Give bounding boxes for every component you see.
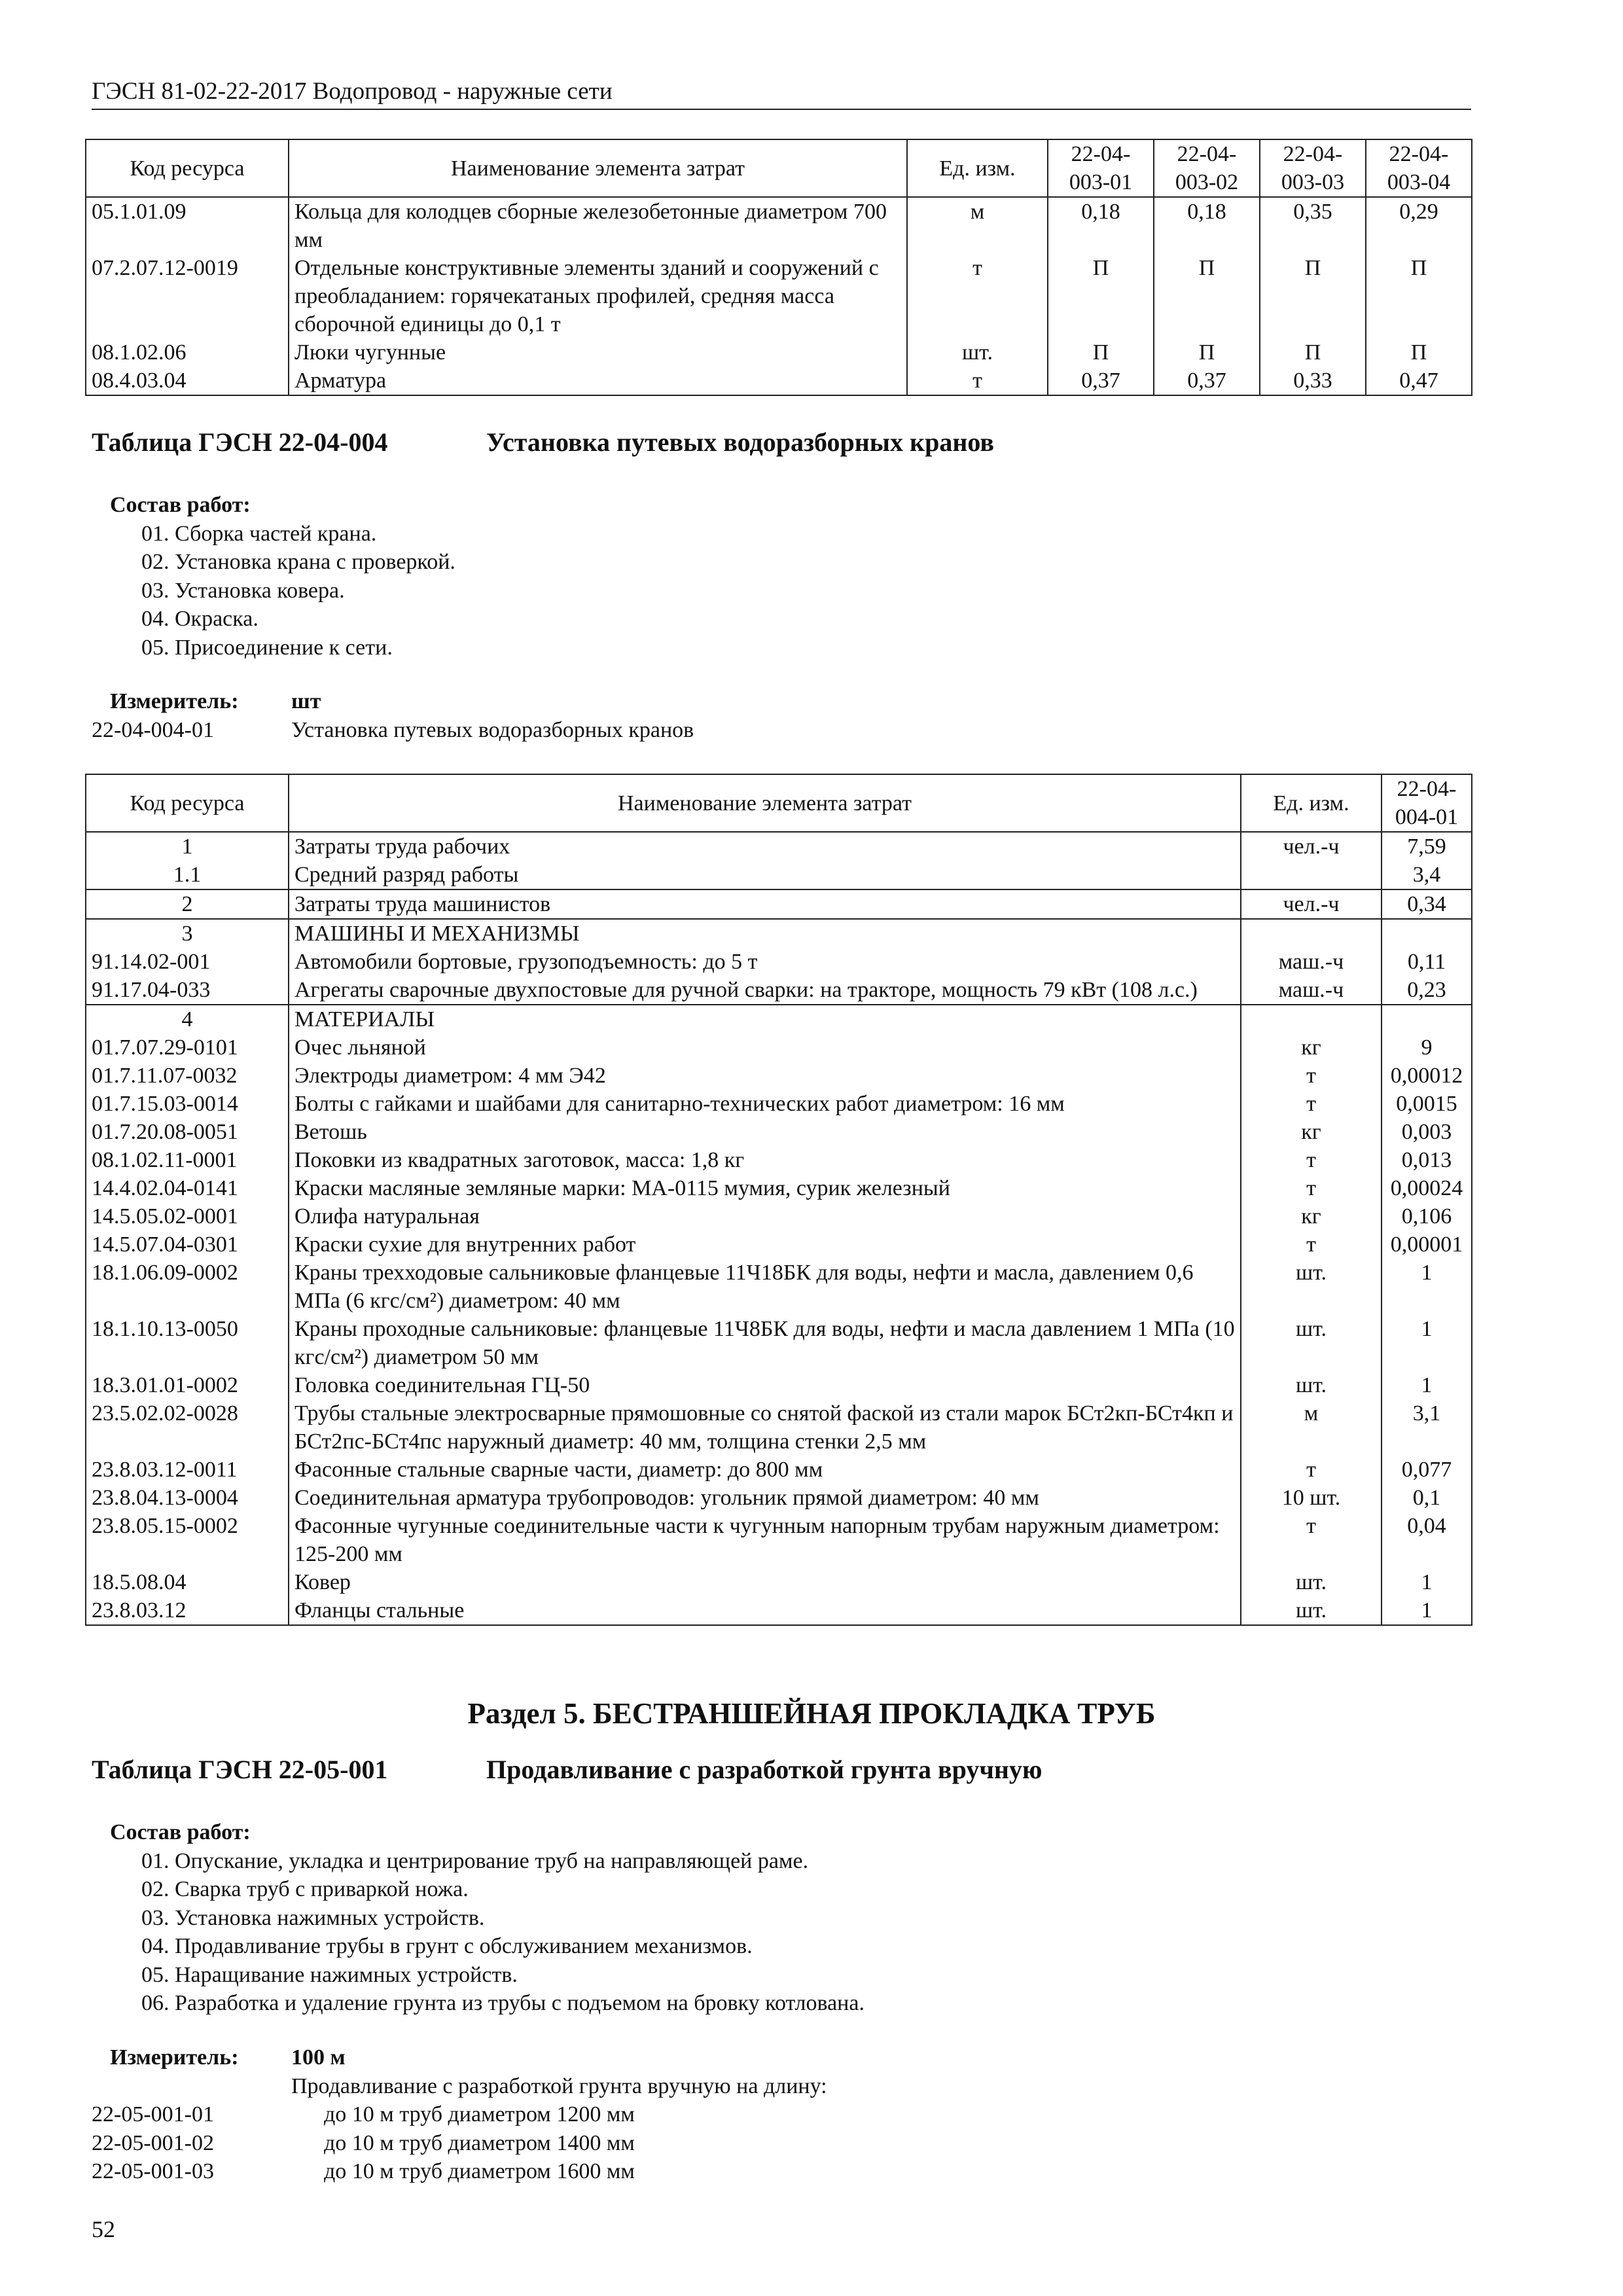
resource-name: Трубы стальные электросварные прямошовные со снятой фаской из стали марок БСт2кп-БСт4кп и БСт2пс-БСт4пс наружный диаметр: 40 мм, толщина стенки 2,5 мм	[289, 1399, 1241, 1456]
resource-unit: шт.	[1241, 1568, 1382, 1596]
norm-value: 0,18	[1154, 197, 1260, 254]
norm-value	[1382, 1005, 1472, 1033]
resource-code: 18.1.06.09-0002	[86, 1259, 289, 1315]
norm-code: 22-05-001-02	[92, 2130, 214, 2155]
resource-code: 91.17.04-033	[86, 976, 289, 1005]
table-row	[86, 976, 1472, 1005]
resource-unit	[1241, 861, 1382, 889]
works-item: 02. Установка крана с проверкой.	[141, 550, 455, 574]
resource-unit	[1241, 1005, 1382, 1033]
norm-name: до 10 м труб диаметром 1400 мм	[324, 2130, 635, 2155]
works-label: Состав работ:	[110, 1820, 251, 1844]
resource-name: Поковки из квадратных заготовок, масса: 1,8 кг	[289, 1146, 1241, 1174]
works-item: 03. Установка нажимных устройств.	[141, 1905, 485, 1930]
col-header-norm: 22-04-003-04	[1366, 139, 1472, 197]
meter-label: Измеритель:	[110, 2045, 239, 2070]
table-row	[86, 1202, 1472, 1230]
resource-name: Краски масляные земляные марки: МА-0115 мумия, сурик железный	[289, 1174, 1241, 1202]
meter-block	[92, 687, 1466, 744]
table-caption-title: Установка путевых водоразборных кранов	[486, 427, 994, 457]
table-row	[86, 889, 1472, 919]
resource-name: МАШИНЫ И МЕХАНИЗМЫ	[289, 919, 1241, 948]
resource-unit: т	[1241, 1062, 1382, 1090]
resource-code: 23.8.03.12-0011	[86, 1456, 289, 1484]
resource-name: Ветошь	[289, 1118, 1241, 1146]
resource-code: 05.1.01.09	[86, 197, 289, 254]
resource-name: Средний разряд работы	[289, 861, 1241, 889]
col-header-norm: 22-04-004-01	[1382, 774, 1472, 832]
table-row	[86, 1512, 1472, 1568]
table-caption-code: Таблица ГЭСН 22-04-004	[92, 427, 388, 457]
resource-name: Фасонные стальные сварные части, диаметр: до 800 мм	[289, 1456, 1241, 1484]
resource-unit: т	[907, 254, 1048, 338]
meter-intro: Продавливание с разработкой грунта вручную на длину:	[291, 2073, 827, 2098]
norm-value: 0,34	[1382, 889, 1472, 919]
norm-value: 1	[1382, 1259, 1472, 1315]
norm-value: 1	[1382, 1596, 1472, 1625]
meter-value: 100 м	[291, 2045, 346, 2070]
resource-code: 18.5.08.04	[86, 1568, 289, 1596]
norm-value: 3,1	[1382, 1399, 1472, 1456]
works-item: 06. Разработка и удаление грунта из трубы с подъемом на бровку котлована.	[141, 1991, 865, 2015]
resource-code: 23.5.02.02-0028	[86, 1399, 289, 1456]
table-caption	[92, 1754, 1531, 1787]
norm-value	[1382, 919, 1472, 948]
resource-unit: маш.-ч	[1241, 948, 1382, 976]
resource-code: 4	[86, 1005, 289, 1033]
norm-value: П	[1048, 338, 1154, 367]
norm-item	[92, 716, 1466, 745]
resource-name: Электроды диаметром: 4 мм Э42	[289, 1062, 1241, 1090]
norm-value: 0,33	[1260, 367, 1366, 395]
resource-unit: 10 шт.	[1241, 1484, 1382, 1512]
works-item: 01. Опускание, укладка и центрирование труб на направляющей раме.	[141, 1848, 809, 1873]
col-header-name: Наименование элемента затрат	[289, 139, 907, 197]
works-item: 05. Наращивание нажимных устройств.	[141, 1962, 518, 1987]
norm-code: 22-05-001-03	[92, 2159, 214, 2183]
table-row	[86, 1062, 1472, 1090]
resource-unit: т	[1241, 1230, 1382, 1259]
col-header-code: Код ресурса	[86, 139, 289, 197]
norm-value: 0,37	[1154, 367, 1260, 395]
norm-value: 0,35	[1260, 197, 1366, 254]
table-row	[86, 1568, 1472, 1596]
norm-value: 9	[1382, 1033, 1472, 1062]
table-row	[86, 1230, 1472, 1259]
table-row	[86, 1005, 1472, 1033]
table-row	[86, 1456, 1472, 1484]
resource-code: 23.8.05.15-0002	[86, 1512, 289, 1568]
norm-value: П	[1260, 254, 1366, 338]
resource-name: Краски сухие для внутренних работ	[289, 1230, 1241, 1259]
resource-name: Болты с гайками и шайбами для санитарно-технических работ диаметром: 16 мм	[289, 1090, 1241, 1118]
col-header-code: Код ресурса	[86, 774, 289, 832]
norm-value: 0,37	[1048, 367, 1154, 395]
table-row	[86, 1484, 1472, 1512]
norm-value: 0,23	[1382, 976, 1472, 1005]
norm-name: до 10 м труб диаметром 1200 мм	[324, 2102, 635, 2126]
table-row	[86, 1146, 1472, 1174]
resource-name: Ковер	[289, 1568, 1241, 1596]
resource-unit: шт.	[907, 338, 1048, 367]
resource-code: 01.7.20.08-0051	[86, 1118, 289, 1146]
norm-value: 0,1	[1382, 1484, 1472, 1512]
table-row	[86, 1371, 1472, 1399]
table-row	[86, 919, 1472, 948]
col-header-unit: Ед. изм.	[1241, 774, 1382, 832]
resource-name: Люки чугунные	[289, 338, 907, 367]
resource-code: 91.14.02-001	[86, 948, 289, 976]
resource-unit: шт.	[1241, 1259, 1382, 1315]
norm-value: 0,00012	[1382, 1062, 1472, 1090]
resource-table-22-04-003	[85, 139, 1472, 396]
col-header-norm: 22-04-003-02	[1154, 139, 1260, 197]
resource-table-22-04-004	[85, 774, 1472, 1626]
table-row	[86, 948, 1472, 976]
resource-unit: шт.	[1241, 1371, 1382, 1399]
norm-value: 1	[1382, 1371, 1472, 1399]
works-item: 04. Продавливание трубы в грунт с обслуживанием механизмов.	[141, 1934, 753, 1958]
resource-unit: т	[1241, 1090, 1382, 1118]
norm-name: до 10 м труб диаметром 1600 мм	[324, 2159, 635, 2183]
col-header-norm: 22-04-003-03	[1260, 139, 1366, 197]
norm-value: 0,11	[1382, 948, 1472, 976]
resource-unit: кг	[1241, 1202, 1382, 1230]
resource-name: Автомобили бортовые, грузоподъемность: до 5 т	[289, 948, 1241, 976]
works-item: 05. Присоединение к сети.	[141, 635, 393, 660]
table-row	[86, 1399, 1472, 1456]
resource-unit	[1241, 919, 1382, 948]
norm-value: 0,00001	[1382, 1230, 1472, 1259]
resource-name: МАТЕРИАЛЫ	[289, 1005, 1241, 1033]
works-composition	[110, 491, 455, 662]
resource-name: Арматура	[289, 367, 907, 395]
works-item: 02. Сварка труб с приваркой ножа.	[141, 1877, 469, 1901]
norm-value: 0,04	[1382, 1512, 1472, 1568]
resource-unit: шт.	[1241, 1315, 1382, 1371]
resource-unit: шт.	[1241, 1596, 1382, 1625]
norm-code: 22-05-001-01	[92, 2102, 214, 2126]
norm-name: Установка путевых водоразборных кранов	[291, 717, 694, 742]
resource-name: Краны трехходовые сальниковые фланцевые 11Ч18БК для воды, нефти и масла, давлением 0,6 МПа (6 кгс/см²) диаметром: 40 мм	[289, 1259, 1241, 1315]
meter-value: шт	[291, 689, 321, 713]
norm-value: П	[1048, 254, 1154, 338]
resource-code: 08.1.02.11-0001	[86, 1146, 289, 1174]
resource-unit: маш.-ч	[1241, 976, 1382, 1005]
table-caption-code: Таблица ГЭСН 22-05-001	[92, 1755, 388, 1784]
header-rule	[92, 109, 1471, 110]
resource-unit: чел.-ч	[1241, 889, 1382, 919]
resource-code: 23.8.03.12	[86, 1596, 289, 1625]
meter-block	[92, 2043, 1466, 2186]
table-caption-title: Продавливание с разработкой грунта вручную	[486, 1755, 1043, 1784]
table-row	[86, 338, 1472, 367]
resource-name: Затраты труда машинистов	[289, 889, 1241, 919]
table-row	[86, 197, 1472, 254]
resource-name: Краны проходные сальниковые: фланцевые 11Ч8БК для воды, нефти и масла давлением 1 МПа (10 кгс/см²) диаметром 50 мм	[289, 1315, 1241, 1371]
norm-item	[92, 2129, 1466, 2158]
norm-value: 0,003	[1382, 1118, 1472, 1146]
resource-unit: т	[1241, 1146, 1382, 1174]
resource-name: Агрегаты сварочные двухпостовые для ручной сварки: на тракторе, мощность 79 кВт (108 л.с.)	[289, 976, 1241, 1005]
table-row	[86, 1033, 1472, 1062]
resource-name: Очес льняной	[289, 1033, 1241, 1062]
meter-label: Измеритель:	[110, 689, 239, 713]
resource-unit: т	[1241, 1512, 1382, 1568]
norm-code: 22-04-004-01	[92, 717, 214, 742]
norm-value: 1	[1382, 1315, 1472, 1371]
section-title: Раздел 5. БЕСТРАНШЕЙНАЯ ПРОКЛАДКА ТРУБ	[467, 1697, 1156, 1730]
works-item: 01. Сборка частей крана.	[141, 521, 377, 546]
resource-unit: м	[907, 197, 1048, 254]
resource-code: 14.5.05.02-0001	[86, 1202, 289, 1230]
works-composition	[110, 1818, 865, 2018]
table-row	[86, 1118, 1472, 1146]
norm-item	[92, 2157, 1466, 2186]
running-header: ГЭСН 81-02-22-2017 Водопровод - наружные сети	[92, 78, 613, 105]
col-header-norm: 22-04-003-01	[1048, 139, 1154, 197]
table-row	[86, 1259, 1472, 1315]
page-number: 52	[92, 2216, 115, 2242]
resource-name: Фасонные чугунные соединительные части к чугунным напорным трубам наружным диаметром: 125-200 мм	[289, 1512, 1241, 1568]
resource-code: 07.2.07.12-0019	[86, 254, 289, 338]
resource-code: 2	[86, 889, 289, 919]
norm-value: П	[1154, 338, 1260, 367]
table-caption	[92, 427, 1531, 459]
resource-unit: т	[1241, 1174, 1382, 1202]
norm-value: П	[1366, 254, 1472, 338]
resource-unit: т	[907, 367, 1048, 395]
resource-name: Соединительная арматура трубопроводов: угольник прямой диаметром: 40 мм	[289, 1484, 1241, 1512]
norm-value: П	[1366, 338, 1472, 367]
norm-value: 1	[1382, 1568, 1472, 1596]
resource-unit: кг	[1241, 1033, 1382, 1062]
table-row	[86, 254, 1472, 338]
resource-code: 18.3.01.01-0002	[86, 1371, 289, 1399]
col-header-name: Наименование элемента затрат	[289, 774, 1241, 832]
norm-value: 3,4	[1382, 861, 1472, 889]
resource-code: 23.8.04.13-0004	[86, 1484, 289, 1512]
norm-value: 0,00024	[1382, 1174, 1472, 1202]
table-row	[86, 1174, 1472, 1202]
norm-value: 0,0015	[1382, 1090, 1472, 1118]
norm-value: 0,077	[1382, 1456, 1472, 1484]
resource-code: 18.1.10.13-0050	[86, 1315, 289, 1371]
norm-value: 0,47	[1366, 367, 1472, 395]
norm-item	[92, 2100, 1466, 2129]
resource-code: 14.4.02.04-0141	[86, 1174, 289, 1202]
resource-code: 3	[86, 919, 289, 948]
norm-value: П	[1260, 338, 1366, 367]
norm-value: 7,59	[1382, 832, 1472, 861]
table-row	[86, 1090, 1472, 1118]
table-row	[86, 861, 1472, 889]
norm-value: 0,106	[1382, 1202, 1472, 1230]
table-row	[86, 1596, 1472, 1625]
resource-unit: т	[1241, 1456, 1382, 1484]
resource-code: 01.7.07.29-0101	[86, 1033, 289, 1062]
resource-code: 1.1	[86, 861, 289, 889]
norm-value: П	[1154, 254, 1260, 338]
resource-code: 08.1.02.06	[86, 338, 289, 367]
resource-unit: чел.-ч	[1241, 832, 1382, 861]
resource-name: Головка соединительная ГЦ-50	[289, 1371, 1241, 1399]
col-header-unit: Ед. изм.	[907, 139, 1048, 197]
resource-name: Затраты труда рабочих	[289, 832, 1241, 861]
norm-value: 0,013	[1382, 1146, 1472, 1174]
table-row	[86, 1315, 1472, 1371]
norm-value: 0,18	[1048, 197, 1154, 254]
resource-code: 01.7.15.03-0014	[86, 1090, 289, 1118]
resource-code: 1	[86, 832, 289, 861]
norm-value: 0,29	[1366, 197, 1472, 254]
works-label: Состав работ:	[110, 493, 251, 517]
resource-name: Отдельные конструктивные элементы зданий и сооружений с преобладанием: горячекатаных профилей, средняя масса сборочной единицы до 0,1 т	[289, 254, 907, 338]
resource-code: 08.4.03.04	[86, 367, 289, 395]
resource-name: Фланцы стальные	[289, 1596, 1241, 1625]
resource-code: 14.5.07.04-0301	[86, 1230, 289, 1259]
works-item: 04. Окраска.	[141, 607, 259, 631]
resource-name: Кольца для колодцев сборные железобетонные диаметром 700 мм	[289, 197, 907, 254]
table-row	[86, 367, 1472, 395]
resource-code: 01.7.11.07-0032	[86, 1062, 289, 1090]
resource-name: Олифа натуральная	[289, 1202, 1241, 1230]
works-item: 03. Установка ковера.	[141, 578, 345, 603]
resource-unit: м	[1241, 1399, 1382, 1456]
table-row	[86, 832, 1472, 861]
resource-unit: кг	[1241, 1118, 1382, 1146]
